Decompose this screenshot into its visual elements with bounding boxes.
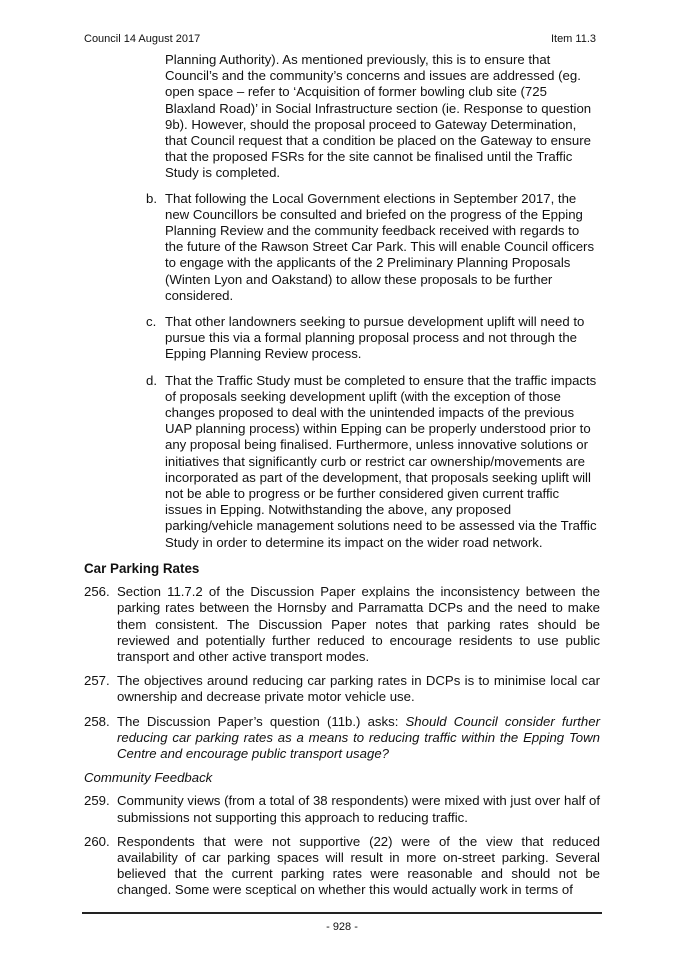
sub-item-marker: c. (146, 314, 157, 330)
header-meeting-date: Council 14 August 2017 (84, 33, 201, 45)
sub-item-marker: d. (146, 372, 157, 388)
sub-item-b (84, 191, 599, 304)
discussion-question: Should Council consider further reducing car parking rates as a means to reducing traffic within the Epping Town Centre and encourage public transport usage? (117, 713, 600, 761)
document-body (84, 52, 600, 907)
paragraph-number: 257. (84, 673, 110, 689)
paragraph-text: Respondents that were not supportive (22) were of the view that reduced availability of car parking spaces will result in more on-street parking. Several believed that the current parking rates were reasonable and should not be changed. Some were sceptical on whether this would actually work in terms of (117, 833, 600, 898)
page-number: - 928 - (326, 921, 358, 933)
section-heading: Car Parking Rates (84, 560, 200, 576)
paragraph-text: The objectives around reducing car parking rates in DCPs is to minimise local car ownership and decrease private motor vehicle use. (117, 673, 600, 705)
numbered-paragraph (84, 793, 600, 825)
header-item-number: Item 11.3 (550, 33, 596, 45)
paragraph-number: 256. (84, 584, 110, 600)
paragraph-number: 258. (84, 713, 110, 729)
sub-item-text: That following the Local Government elections in September 2017, the new Councillors be consulted and briefed on the progress of the Epping Planning Review and the community feedback received with regards to the future of the Rawson Street Car Park. This will enable Council officers to engage with the applicants of the 2 Preliminary Planning Proposals (Winten Lyon and Oakstand) to allow these proposals to be further considered. (165, 190, 595, 303)
paragraph-number: 259. (84, 793, 110, 809)
paragraph-text: The Discussion Paper’s question (11b.) asks: (117, 713, 406, 729)
paragraph-text: Section 11.7.2 of the Discussion Paper explains the inconsistency between the parking rates between the Hornsby and Parramatta DCPs and the need to make them consistent. The Discussion Paper notes that parking rates should be reviewed and potentially further reduced to encourage residents to use public transport and other active transport modes. (117, 584, 600, 664)
sub-item-d (84, 373, 599, 551)
numbered-paragraph (84, 834, 600, 899)
paragraph-number: 260. (84, 833, 110, 849)
footer-divider (82, 912, 602, 914)
numbered-paragraph (84, 714, 600, 763)
page-header (84, 32, 596, 48)
sub-heading: Community Feedback (84, 770, 213, 786)
sub-item-text: That other landowners seeking to pursue development uplift will need to pursue this via a formal planning proposal process and not through the Epping Planning Review process. (165, 314, 585, 362)
sub-item-marker: b. (146, 190, 157, 206)
paragraph-text: Community views (from a total of 38 respondents) were mixed with just over half of submissions not supporting this approach to reducing traffic. (117, 793, 600, 825)
numbered-paragraph (84, 584, 600, 665)
sub-item-text: That the Traffic Study must be completed to ensure that the traffic impacts of proposals seeking development uplift (with the exception of those changes proposed to deal with the unintended impacts of the previous UAP planning process) within Epping can be properly understood prior to any proposal being finalised. Furthermore, unless innovative solutions or initiatives that significantly curb or restrict car ownership/movements are incorporated as part of the development, that proposals seeking uplift will not be able to progress or be further considered given current traffic issues in Epping. Notwithstanding the above, any proposed parking/vehicle management solutions need to be assessed via the Traffic Study in order to determine its impact on the wider road network. (165, 372, 597, 550)
numbered-paragraph (84, 673, 600, 705)
sub-item-c (84, 314, 599, 363)
continued-paragraph: Planning Authority). As mentioned previously, this is to ensure that Council’s and the community’s concerns and issues are addressed (eg. open space – refer to ‘Acquisition of former bowling club site (725 Blaxland Road)’ in Social Infrastructure section (ie. Response to question 9b). However, should the proposal proceed to Gateway Determination, that Council request that a condition be placed on the Gateway to ensure that the proposed FSRs for the site cannot be finalised until the Traffic Study is completed. (165, 52, 592, 181)
